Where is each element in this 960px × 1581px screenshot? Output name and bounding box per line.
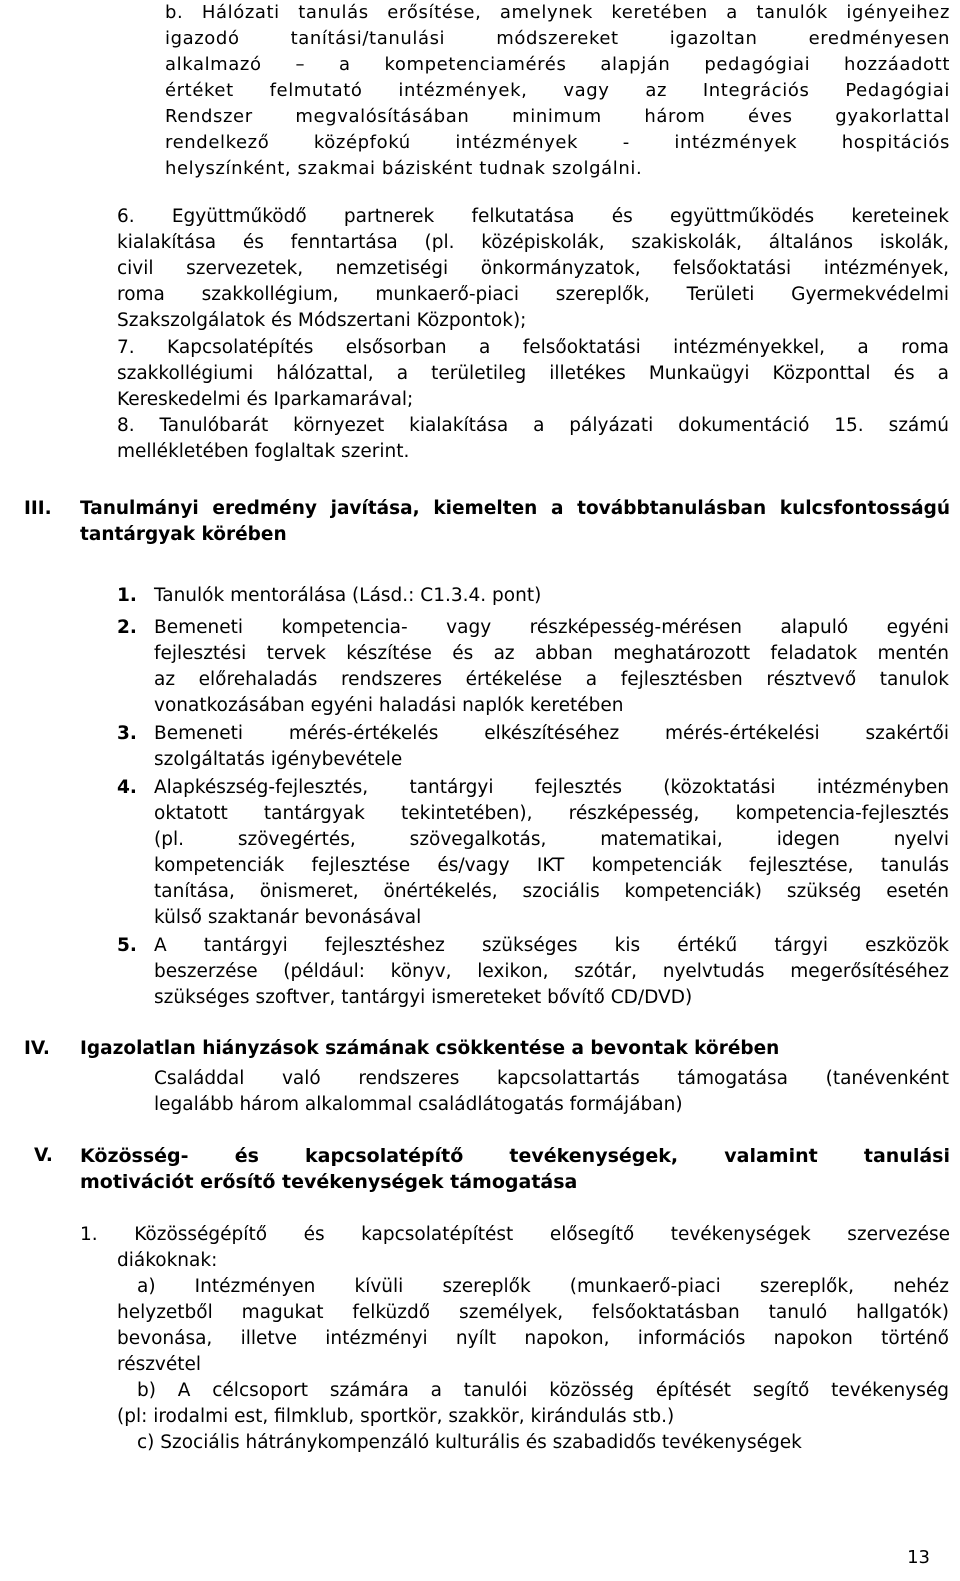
section-v-heading [80, 1143, 950, 1195]
text-line: Kereskedelmi és Iparkamarával; [117, 389, 414, 410]
text-line: szakkollégiumi hálózattal, a területileg illetékes Munkaügyi Központtal és a [117, 363, 949, 384]
text-line: helyszínként, szakmai bázisként tudnak szolgálni. [165, 158, 643, 179]
text-line: fejlesztési tervek készítése és az abban meghatározott feladatok mentén [154, 643, 949, 664]
text-line: kialakítása és fenntartása (pl. középiskolák, szakiskolák, általános iskolák, [117, 232, 949, 253]
list-number: 4. [117, 777, 137, 798]
text-line: Szakszolgálatok és Módszertani Központok); [117, 310, 527, 331]
text-line: rendelkező középfokú intézmények - intézmények hospitációs [165, 132, 950, 153]
heading-line: tantárgyak körében [80, 524, 287, 545]
item-7 [117, 335, 949, 413]
item-6 [117, 204, 949, 334]
section-v-item-1 [80, 1222, 950, 1274]
text-line: szolgáltatás igénybevétele [154, 749, 403, 770]
section-iii-heading [80, 496, 950, 548]
section-numeral-iv: IV. [24, 1038, 50, 1059]
heading-line: Tanulmányi eredmény javítása, kiemelten a továbbtanulásban kulcsfontosságú [80, 498, 950, 519]
text-line: civil szervezetek, nemzetiségi önkormányzatok, felsőoktatási intézmények, [117, 258, 949, 279]
text-line: legalább három alkalommal családlátogatás formájában) [154, 1094, 683, 1115]
text-line: részvétel [117, 1354, 202, 1375]
text-line: szükséges szoftver, tantárgyi ismereteket bővítő CD/DVD) [154, 987, 693, 1008]
section-v-sub-a [117, 1274, 949, 1378]
page-number: 13 [907, 1547, 930, 1568]
text-line: (pl. szövegértés, szövegalkotás, matematikai, idegen nyelvi [154, 829, 949, 850]
text-line: vonatkozásában egyéni haladási naplók keretében [154, 695, 624, 716]
list-item [117, 583, 949, 609]
list-item [117, 615, 949, 719]
text-line: a) Intézményen kívüli szereplők (munkaerő-piaci szereplők, nehéz [137, 1276, 949, 1297]
text-line: igazodó tanítási/tanulási módszereket igazoltan eredményesen [165, 28, 950, 49]
list-item [117, 775, 949, 931]
text-line: kompetenciák fejlesztése és/vagy IKT kompetenciák fejlesztése, tanulás [154, 855, 949, 876]
text-line: Rendszer megvalósításában minimum három éves gyakorlattal [165, 106, 950, 127]
section-numeral-iii: III. [24, 498, 52, 519]
text-line: 8. Tanulóbarát környezet kialakítása a pályázati dokumentáció 15. számú [117, 415, 949, 436]
list-number: 3. [117, 723, 137, 744]
heading-line: motivációt erősítő tevékenységek támogatása [80, 1171, 578, 1193]
text-line: Bemeneti kompetencia- vagy részképesség-mérésen alapuló egyéni [154, 617, 949, 638]
list-number: 5. [117, 935, 137, 956]
heading-line: Közösség- és kapcsolatépítő tevékenységek, valamint tanulási [80, 1145, 950, 1167]
text-line: tanítása, önismeret, önértékelés, szociális kompetenciák) szükség esetén [154, 881, 949, 902]
section-iv-heading: Igazolatlan hiányzások számának csökkentése a bevontak körében [80, 1038, 780, 1059]
text-line: (pl: irodalmi est, filmklub, sportkör, szakkör, kirándulás stb.) [117, 1406, 675, 1427]
section-numeral-v: V. [34, 1145, 53, 1166]
section-iii-list [117, 583, 949, 1011]
text-line: mellékletében foglaltak szerint. [117, 441, 410, 462]
text-line: b. Hálózati tanulás erősítése, amelynek keretében a tanulók igényeihez [165, 2, 950, 23]
section-v-sub-b [117, 1378, 949, 1430]
list-item [117, 721, 949, 773]
text-line: oktatott tantárgyak tekintetében), részképesség, kompetencia-fejlesztés [154, 803, 949, 824]
text-line: Alapkészség-fejlesztés, tantárgyi fejlesztés (közoktatási intézményben [154, 777, 949, 798]
section-v-sub-c [137, 1430, 949, 1456]
paragraph-b [165, 0, 950, 182]
text-line: diákoknak: [117, 1250, 218, 1271]
text-line: beszerzése (például: könyv, lexikon, szótár, nyelvtudás megerősítéséhez [154, 961, 949, 982]
text-line: c) Szociális hátránykompenzáló kulturális és szabadidős tevékenységek [137, 1432, 802, 1453]
list-item [117, 933, 949, 1011]
text-line: 6. Együttműködő partnerek felkutatása és együttműködés kereteinek [117, 206, 949, 227]
text-line: helyzetből magukat felküzdő személyek, felsőoktatásban tanuló hallgatók) [117, 1302, 949, 1323]
text-line: Családdal való rendszeres kapcsolattartás támogatása (tanévenként [154, 1068, 949, 1089]
text-line: Tanulók mentorálása (Lásd.: C1.3.4. pont) [154, 585, 542, 606]
text-line: 1. Közösségépítő és kapcsolatépítést elősegítő tevékenységek szervezése [80, 1224, 950, 1245]
text-line: értéket felmutató intézmények, vagy az Integrációs Pedagógiai [165, 80, 950, 101]
text-line: az előrehaladás rendszeres értékelése a fejlesztésben résztvevő tanulok [154, 669, 949, 690]
section-iv-body [154, 1066, 949, 1118]
text-line: A tantárgyi fejlesztéshez szükséges kis értékű tárgyi eszközök [154, 935, 949, 956]
text-line: b) A célcsoport számára a tanulói közösség építését segítő tevékenység [137, 1380, 949, 1401]
list-number: 2. [117, 617, 137, 638]
text-line: roma szakkollégium, munkaerő-piaci szereplők, Területi Gyermekvédelmi [117, 284, 949, 305]
text-line: alkalmazó – a kompetenciamérés alapján pedagógiai hozzáadott [165, 54, 950, 75]
text-line: külső szaktanár bevonásával [154, 907, 422, 928]
text-line: 7. Kapcsolatépítés elsősorban a felsőoktatási intézményekkel, a roma [117, 337, 949, 358]
item-8 [117, 413, 949, 465]
text-line: bevonása, illetve intézményi nyílt napokon, információs napokon történő [117, 1328, 949, 1349]
list-number: 1. [117, 585, 137, 606]
text-line: Bemeneti mérés-értékelés elkészítéséhez mérés-értékelési szakértői [154, 723, 949, 744]
